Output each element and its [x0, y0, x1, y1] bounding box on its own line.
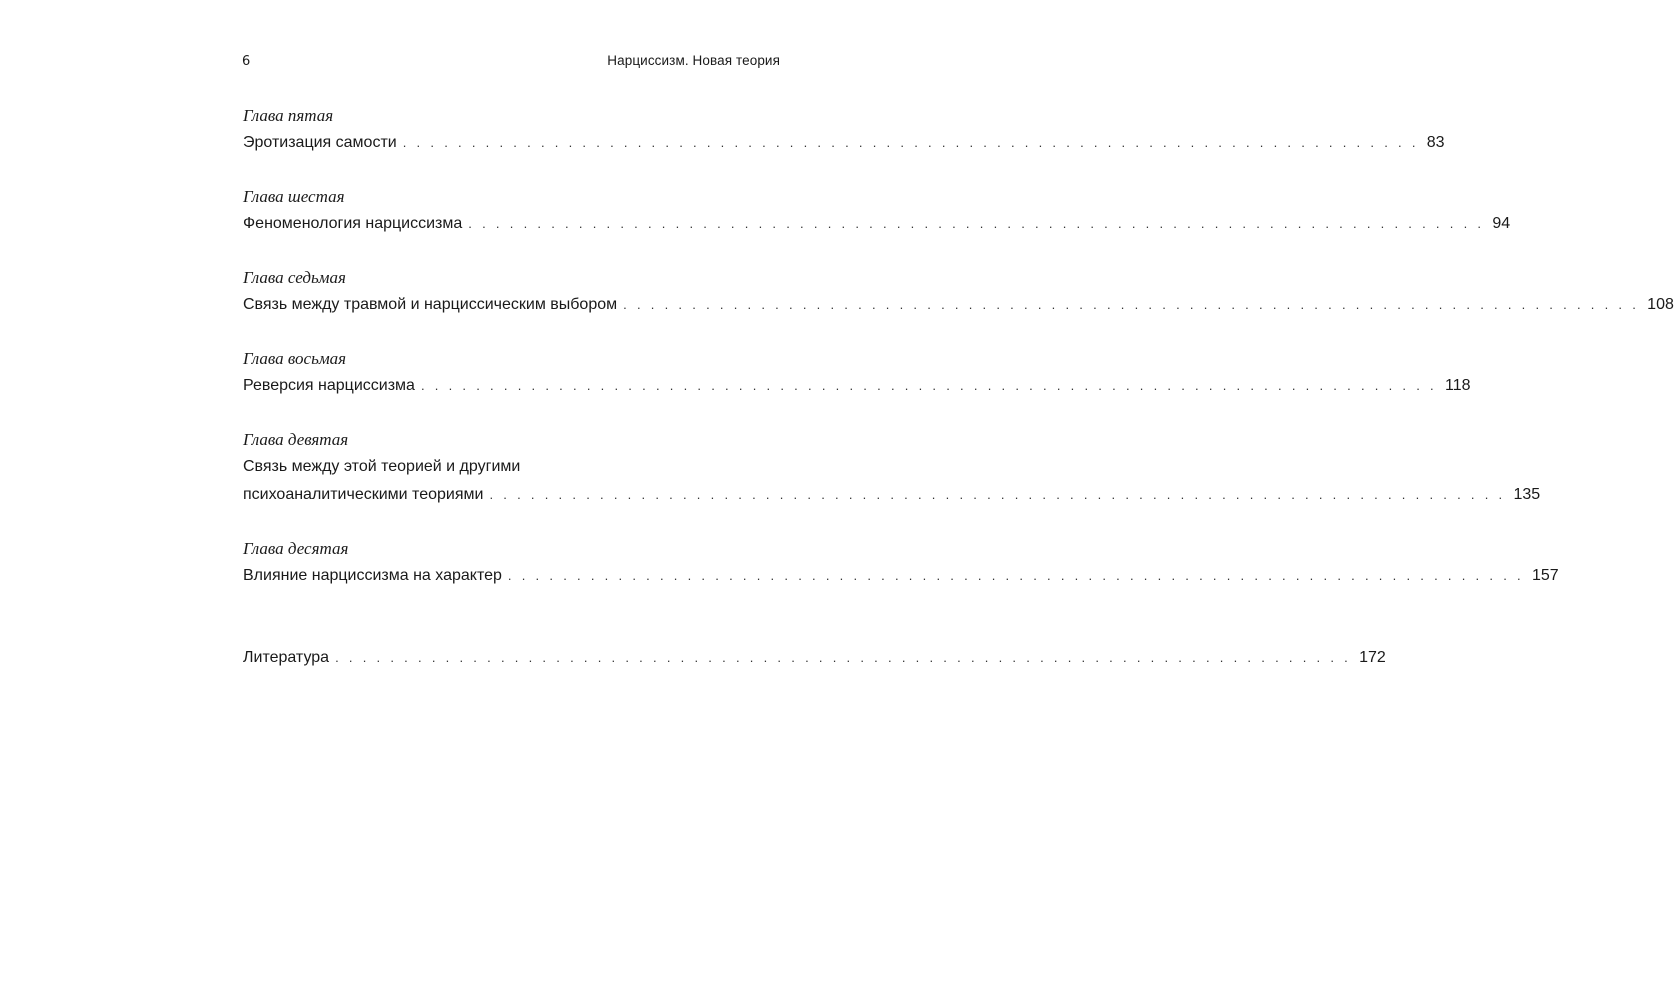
entry-page-number: 83 [1426, 134, 1445, 151]
dot-leader: . . . . . . . . . . . . . . . . . . . . . . . . . . . . . . . . . . . . . . . . . . . . . . . . . . . . . . . . . . . . . . . . . . . . . . . . . . [489, 487, 1506, 502]
entry-page-number: 157 [1531, 567, 1559, 584]
entry-title: Феноменология нарциссизма [243, 215, 463, 232]
running-head-title: Нарциссизм. Новая теория [607, 53, 780, 68]
table-of-contents [243, 103, 1674, 672]
dot-leader: . . . . . . . . . . . . . . . . . . . . . . . . . . . . . . . . . . . . . . . . . . . . . . . . . . . . . . . . . . . . . . . . . . . . . . . . . . [507, 568, 1524, 583]
toc-entry[interactable] [243, 210, 1511, 238]
dot-leader: . . . . . . . . . . . . . . . . . . . . . . . . . . . . . . . . . . . . . . . . . . . . . . . . . . . . . . . . . . . . . . . . . . . . . . . . . . [420, 378, 1437, 393]
entry-page-number: 135 [1513, 486, 1541, 503]
toc-entry[interactable] [243, 291, 1674, 319]
toc-entry[interactable] [243, 562, 1559, 590]
entry-title: Влияние нарциссизма на характер [243, 567, 502, 584]
toc-chapter-5 [243, 103, 1445, 157]
toc-bibliography [243, 644, 1386, 672]
dot-leader: . . . . . . . . . . . . . . . . . . . . . . . . . . . . . . . . . . . . . . . . . . . . . . . . . . . . . . . . . . . . . . . . . . . . . . . . . . [623, 297, 1640, 312]
dot-leader: . . . . . . . . . . . . . . . . . . . . . . . . . . . . . . . . . . . . . . . . . . . . . . . . . . . . . . . . . . . . . . . . . . . . . . . . . . [335, 650, 1352, 665]
dot-leader: . . . . . . . . . . . . . . . . . . . . . . . . . . . . . . . . . . . . . . . . . . . . . . . . . . . . . . . . . . . . . . . . . . . . . . . . . . [468, 216, 1485, 231]
toc-chapter-9 [243, 427, 1541, 509]
entry-title: Литература [243, 649, 330, 666]
toc-entry[interactable] [243, 372, 1471, 400]
entry-page-number: 108 [1647, 296, 1674, 313]
toc-entry[interactable] [243, 644, 1386, 672]
toc-entry[interactable] [243, 481, 1541, 509]
chapter-label: Глава шестая [243, 187, 345, 206]
entry-page-number: 94 [1492, 215, 1511, 232]
chapter-label: Глава восьмая [243, 349, 347, 368]
dot-leader: . . . . . . . . . . . . . . . . . . . . . . . . . . . . . . . . . . . . . . . . . . . . . . . . . . . . . . . . . . . . . . . . . . . . . . . . . . [402, 135, 1419, 150]
chapter-label: Глава пятая [243, 106, 334, 125]
toc-chapter-10 [243, 536, 1559, 590]
page-number: 6 [242, 54, 251, 69]
entry-title: психоаналитическими теориями [243, 486, 484, 503]
entry-title-line[interactable]: Связь между этой теорией и другими [243, 458, 521, 475]
entry-page-number: 172 [1359, 649, 1386, 666]
chapter-label: Глава десятая [243, 539, 349, 558]
toc-chapter-7 [243, 265, 1674, 319]
toc-chapter-6 [243, 184, 1511, 238]
chapter-label: Глава девятая [243, 430, 349, 449]
entry-page-number: 118 [1444, 377, 1471, 394]
chapter-label: Глава седьмая [243, 268, 346, 287]
entry-title: Эротизация самости [243, 134, 397, 151]
entry-title: Реверсия нарциссизма [243, 377, 415, 394]
toc-chapter-8 [243, 346, 1471, 400]
toc-entry[interactable] [243, 129, 1445, 157]
entry-title: Связь между травмой и нарциссическим выбором [243, 296, 618, 313]
